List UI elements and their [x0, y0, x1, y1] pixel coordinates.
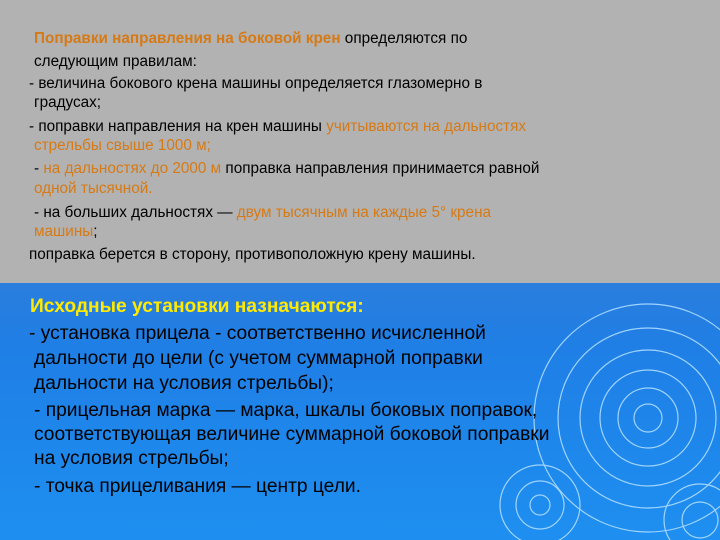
rule-heading-rest: определяются по	[340, 30, 468, 47]
rule-line-7-dash: -	[34, 160, 44, 177]
rule-line-8: одной тысячной.	[34, 180, 153, 197]
rule-heading-line	[34, 30, 467, 48]
rule-line-6: стрельбы свыше 1000 м;	[34, 137, 211, 154]
settings-line-4: - прицельная марка — марка, шкалы боковых поправок,	[34, 400, 538, 421]
rule-line-7	[34, 160, 539, 178]
rule-line-9-highlight: двум тысячным на каждые 5° крена	[236, 204, 492, 221]
rule-line-9	[34, 204, 491, 222]
rule-line-4: градусах;	[34, 94, 102, 111]
settings-line-6: на условия стрельбы;	[34, 448, 229, 469]
settings-line-7: - точка прицеливания — центр цели.	[34, 476, 361, 497]
rule-line-7-rest: поправка направления принимается равной	[221, 160, 540, 177]
rule-line-2: следующим правилам:	[34, 53, 197, 70]
rule-line-10-punct: ;	[93, 223, 98, 240]
settings-line-3: дальности на условия стрельбы);	[34, 373, 334, 394]
rule-line-10	[34, 223, 98, 241]
rule-line-10-highlight: машины	[34, 223, 94, 240]
settings-heading: Исходные установки назначаются:	[30, 296, 364, 317]
rule-heading-highlight: Поправки направления на боковой крен	[34, 30, 341, 47]
rule-line-9-start: - на больших дальностях —	[34, 204, 237, 221]
rule-line-7-highlight: на дальностях до 2000 м	[43, 160, 222, 177]
rule-line-11: поправка берется в сторону, противоположную крену машины.	[29, 246, 476, 263]
settings-line-2: дальности до цели (с учетом суммарной поправки	[34, 348, 483, 369]
rule-line-3: - величина бокового крена машины определяется глазомерно в	[29, 75, 483, 92]
rule-line-5-start: - поправки направления на крен машины	[29, 118, 327, 135]
rule-line-5-highlight: учитываются на дальностях	[326, 118, 527, 135]
rule-line-5	[29, 118, 526, 136]
settings-line-1: - установка прицела - соответственно исчисленной	[29, 323, 486, 344]
settings-line-5: соответствующая величине суммарной боковой поправки	[34, 424, 550, 445]
